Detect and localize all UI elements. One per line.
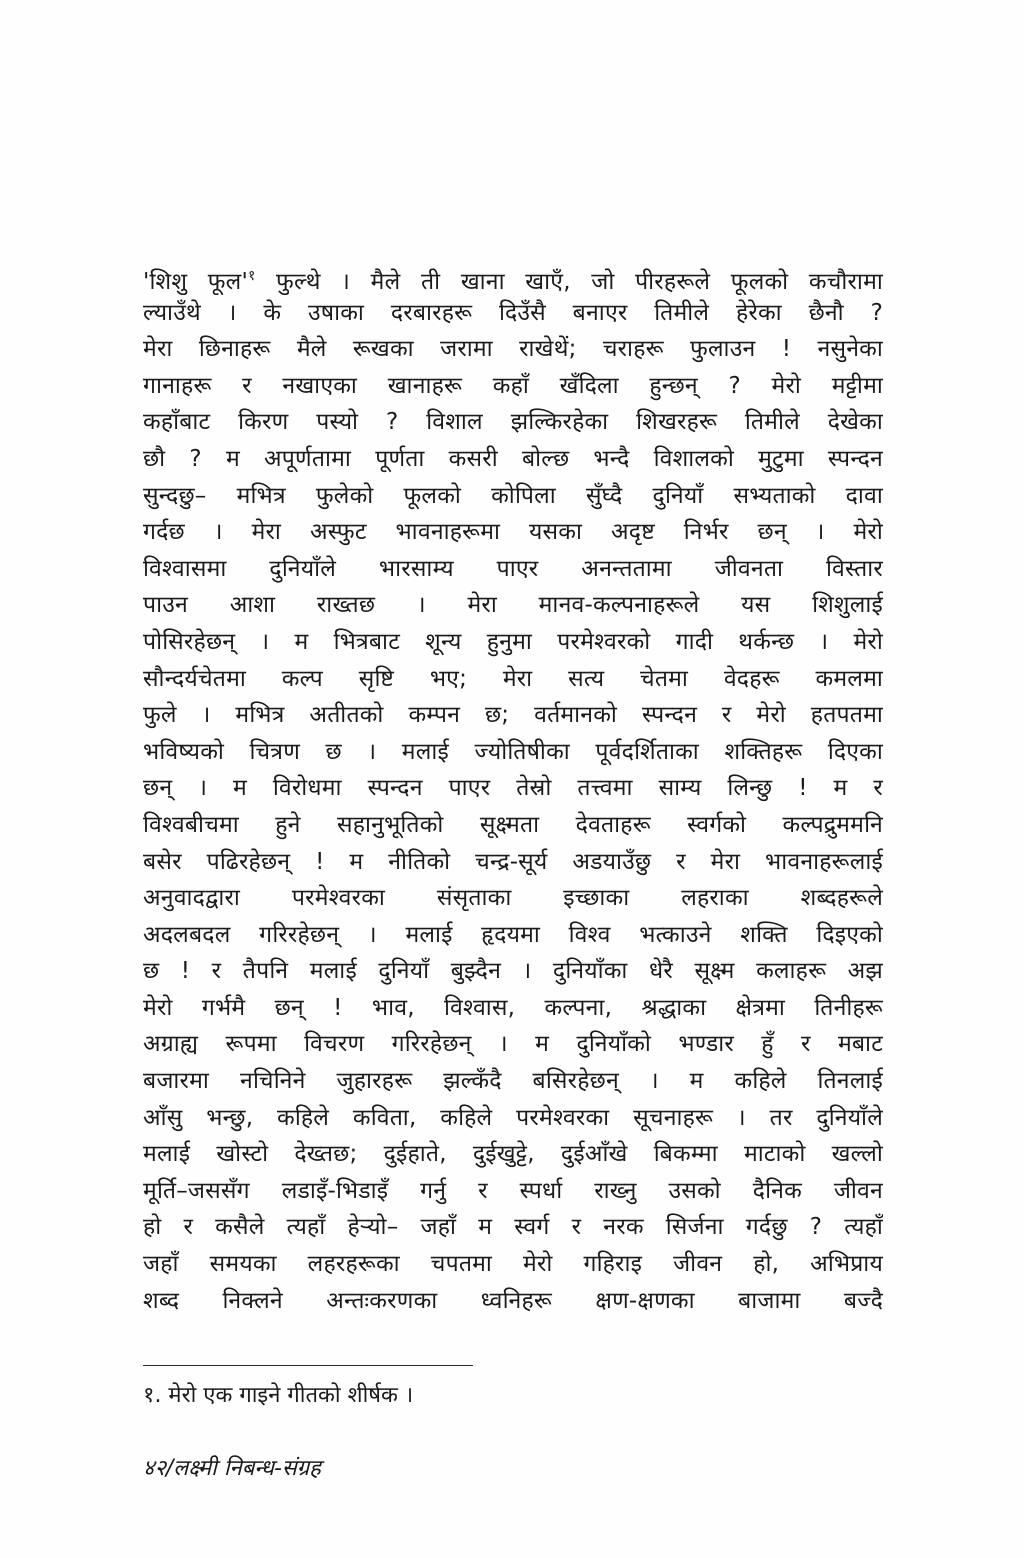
text-line: छ ! र तैपनि मलाई दुनियाँ बुझ्दैन । दुनियाँका धेरै सूक्ष्म कलाहरू अझ: [143, 958, 883, 985]
text-line: मेरो गर्भमै छन् ! भाव, विश्वास, कल्पना, श्रद्धाका क्षेत्रमा तिनीहरू: [143, 994, 883, 1021]
text-line: मेरा छिनाहरू मैले रूखका जरामा राखेथें; चराहरू फुलाउन ! नसुनेका: [143, 336, 883, 363]
first-line-rest: फुल्थे । मैले ती खाना खाएँ, जो पीरहरूले फूलको कचौरामा: [255, 269, 883, 295]
text-line: विश्वासमा दुनियाँले भारसाम्य पाएर अनन्ततामा जीवनता विस्तार: [143, 555, 883, 582]
page-footer: ४२/लक्ष्मी निबन्ध-संग्रह: [143, 1456, 321, 1481]
text-line: आँसु भन्छु, कहिले कविता, कहिले परमेश्वरका सूचनाहरू । तर दुनियाँले: [143, 1104, 883, 1131]
text-line: विश्वबीचमा हुने सहानुभूतिको सूक्ष्मता देवताहरू स्वर्गको कल्पद्रुममनि: [143, 811, 883, 838]
text-line: अदलबदल गरिरहेछन् । मलाई हृदयमा विश्व भत्काउने शक्ति दिइएको: [143, 921, 883, 948]
text-line: ल्याउँथे । के उषाका दरबारहरू दिउँसै बनाएर तिमीले हेरेका छैनौ ?: [143, 299, 883, 326]
text-line: पाउन आशा राख्तछ । मेरा मानव-कल्पनाहरूले यस शिशुलाई: [143, 592, 883, 619]
text-line: भविष्यको चित्रण छ । मलाई ज्योतिषीका पूर्वदर्शिताका शक्तिहरू दिएका: [143, 738, 883, 765]
text-line: मलाई खोस्टो देख्तछ; दुईहाते, दुईखुट्टे, दुईआँखे बिकम्मा माटाको खल्लो: [143, 1141, 883, 1168]
text-line-1: [143, 258, 883, 295]
text-line: जहाँ समयका लहरहरूका चपतमा मेरो गहिराइ जीवन हो, अभिप्राय: [143, 1251, 883, 1278]
footnote-divider: [143, 1365, 473, 1366]
text-line: कहाँबाट किरण पस्यो ? विशाल झल्किरहेका शिखरहरू तिमीले देखेका: [143, 409, 883, 436]
footnote: १. मेरो एक गाइने गीतको शीर्षक ।: [143, 1383, 414, 1408]
footnote-marker: १: [248, 268, 256, 284]
text-line: अग्राह्य रूपमा विचरण गरिरहेछन् । म दुनियाँको भण्डार हुँ र मबाट: [143, 1031, 883, 1058]
text-line: बसेर पढिरहेछन् ! म नीतिको चन्द्र-सूर्य अडयाउँछु र मेरा भावनाहरूलाई: [143, 848, 883, 875]
text-line: पोसिरहेछन् । म भित्रबाट शून्य हुनुमा परमेश्वरको गादी थर्कन्छ । मेरो: [143, 628, 883, 655]
text-line: छन् । म विरोधमा स्पन्दन पाएर तेस्रो तत्त्वमा साम्य लिन्छु ! म र: [143, 775, 883, 802]
text-line: हो र कसैले त्यहाँ हेर्‍यो– जहाँ म स्वर्ग र नरक सिर्जना गर्दछु ? त्यहाँ: [143, 1214, 883, 1241]
text-line: गर्दछ । मेरा अस्फुट भावनाहरूमा यसका अदृष्ट निर्भर छन् । मेरो: [143, 519, 883, 546]
text-line: फुले । मभित्र अतीतको कम्पन छ; वर्तमानको स्पन्दन र मेरो हतपतमा: [143, 702, 883, 729]
first-line-lead: 'शिशु फूल': [143, 269, 248, 295]
essay-paragraph: [143, 258, 883, 1319]
text-line: छौ ? म अपूर्णतामा पूर्णता कसरी बोल्छ भन्दै विशालको मुटुमा स्पन्दन: [143, 445, 883, 472]
text-line: गानाहरू र नखाएका खानाहरू कहाँ खँदिला हुन्छन् ? मेरो मट्टीमा: [143, 372, 883, 399]
text-line: सुन्दछु– मभित्र फुलेको फूलको कोपिला सुँघ्दै दुनियाँ सभ्यताको दावा: [143, 482, 883, 509]
text-line: मूर्ति–जससँग लडाइँ-भिडाइँ गर्नु र स्पर्धा राख्नु उसको दैनिक जीवन: [143, 1177, 883, 1204]
text-line: बजारमा नचिनिने जुहारहरू झल्कँदै बसिरहेछन् । म कहिले तिनलाई: [143, 1068, 883, 1095]
text-line: सौन्दर्यचेतमा कल्प सृष्टि भए; मेरा सत्य चेतमा वेदहरू कमलमा: [143, 665, 883, 692]
text-line: अनुवादद्वारा परमेश्वरका संसृताका इच्छाका लहराका शब्दहरूले: [143, 885, 883, 912]
text-line: शब्द निक्लने अन्तःकरणका ध्वनिहरू क्षण-क्षणका बाजामा बज्दै: [143, 1287, 883, 1314]
